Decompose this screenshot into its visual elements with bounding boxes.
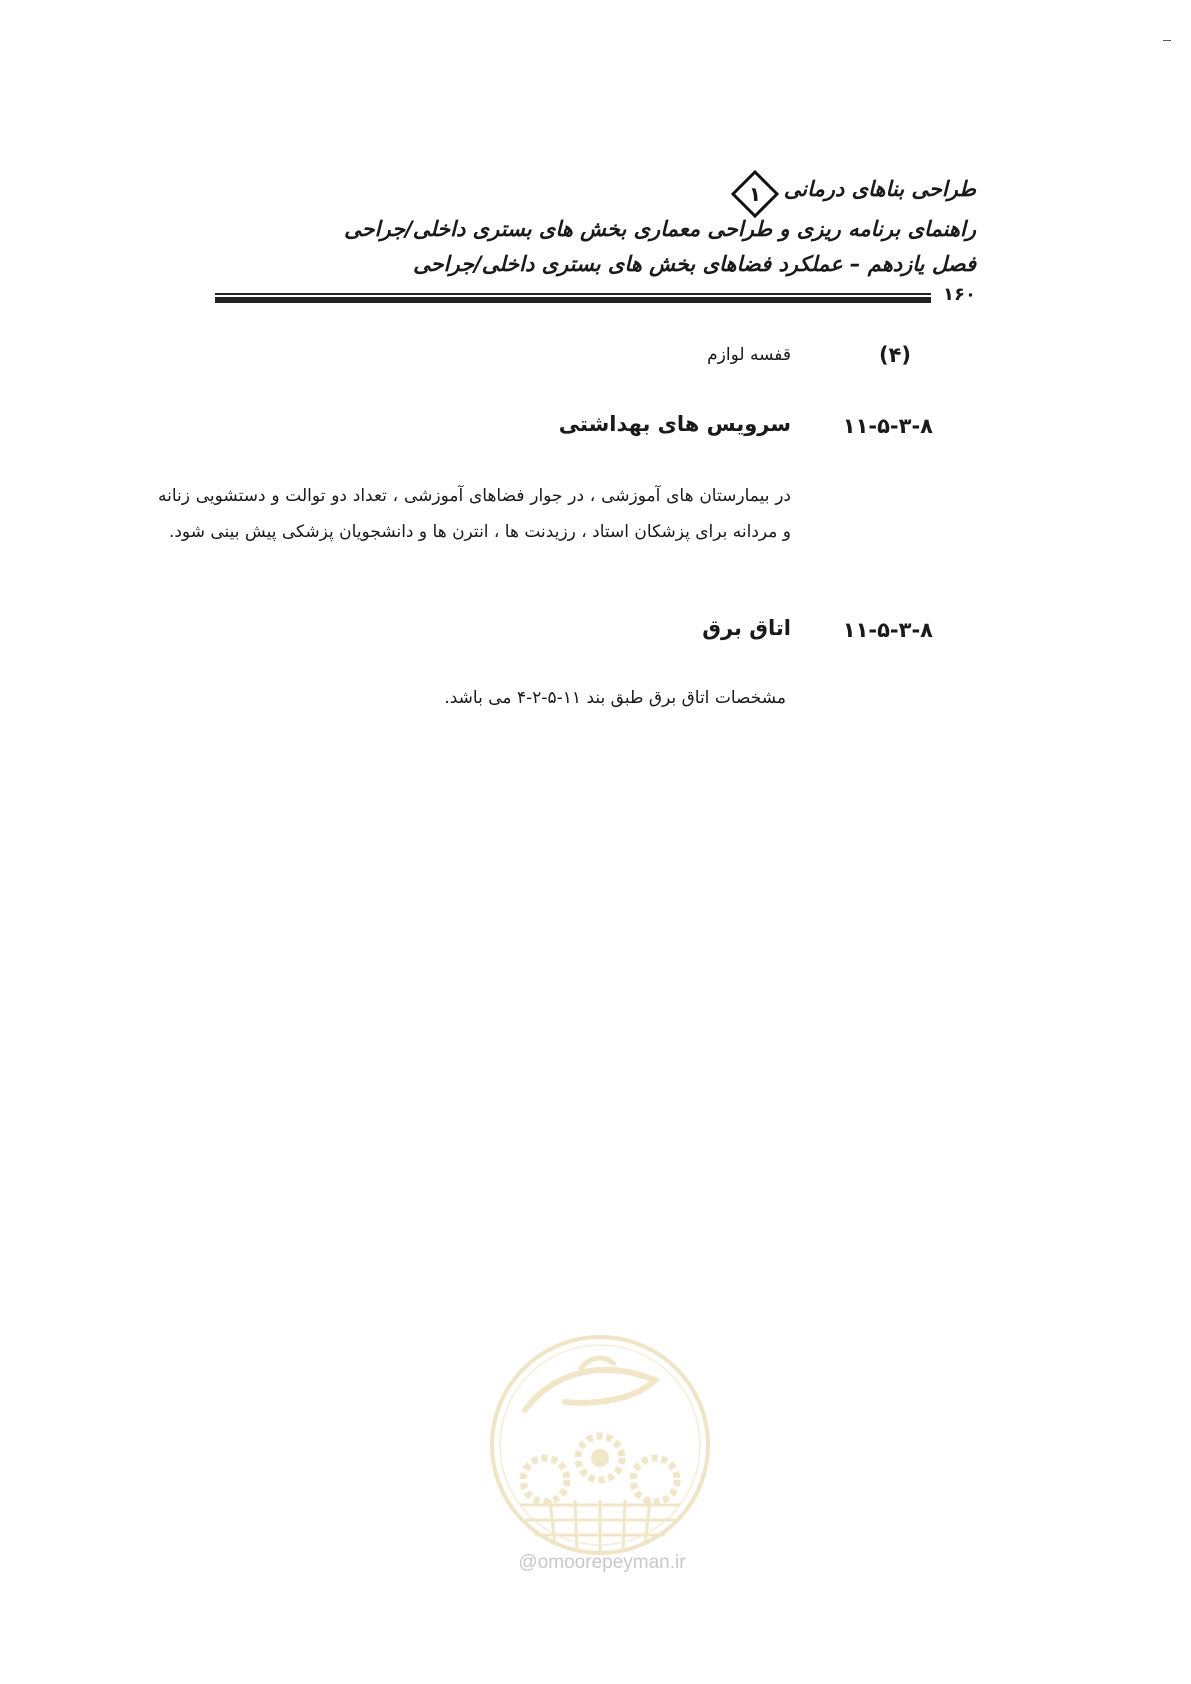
watermark-seal-icon xyxy=(485,1330,715,1560)
sub-item-label: قفسه لوازم xyxy=(707,345,791,365)
guide-subtitle: راهنمای برنامه ریزی و طراحی معماری بخش های بستری داخلی/جراحی xyxy=(344,217,976,241)
volume-number: ۱ xyxy=(748,182,762,206)
book-title: طراحی بناهای درمانی xyxy=(783,177,976,201)
chapter-title: فصل یازدهم – عملکرد فضاهای بخش های بستری داخلی/جراحی xyxy=(413,252,976,276)
section-title: سرویس های بهداشتی xyxy=(558,412,791,436)
section-number: ۱۱-۵-۳-۸ xyxy=(842,618,933,642)
page-number: ۱۶۰ xyxy=(937,284,976,305)
volume-badge xyxy=(731,170,779,218)
sub-item-number: (۴) xyxy=(878,343,911,367)
header-rule-thick xyxy=(215,297,931,303)
section-title: اتاق برق xyxy=(702,616,791,640)
corner-mark xyxy=(1163,40,1171,41)
section-paragraph: مشخصات اتاق برق طبق بند ۱۱-۵-۲-۴ می باشد. xyxy=(444,688,786,708)
watermark-url: @omoorepeyman.ir xyxy=(518,1552,686,1573)
section-paragraph: در بیمارستان های آموزشی ، در جوار فضاهای آموزشی ، تعداد دو توالت و دستشویی زنانه و مردانه برای پزشکان استاد ، رزیدنت ها ، انترن ها و دانشجویان پزشکی پیش بینی شود. xyxy=(158,486,791,542)
section-number: ۱۱-۵-۳-۸ xyxy=(842,414,933,438)
header-rule-thin xyxy=(215,293,931,295)
